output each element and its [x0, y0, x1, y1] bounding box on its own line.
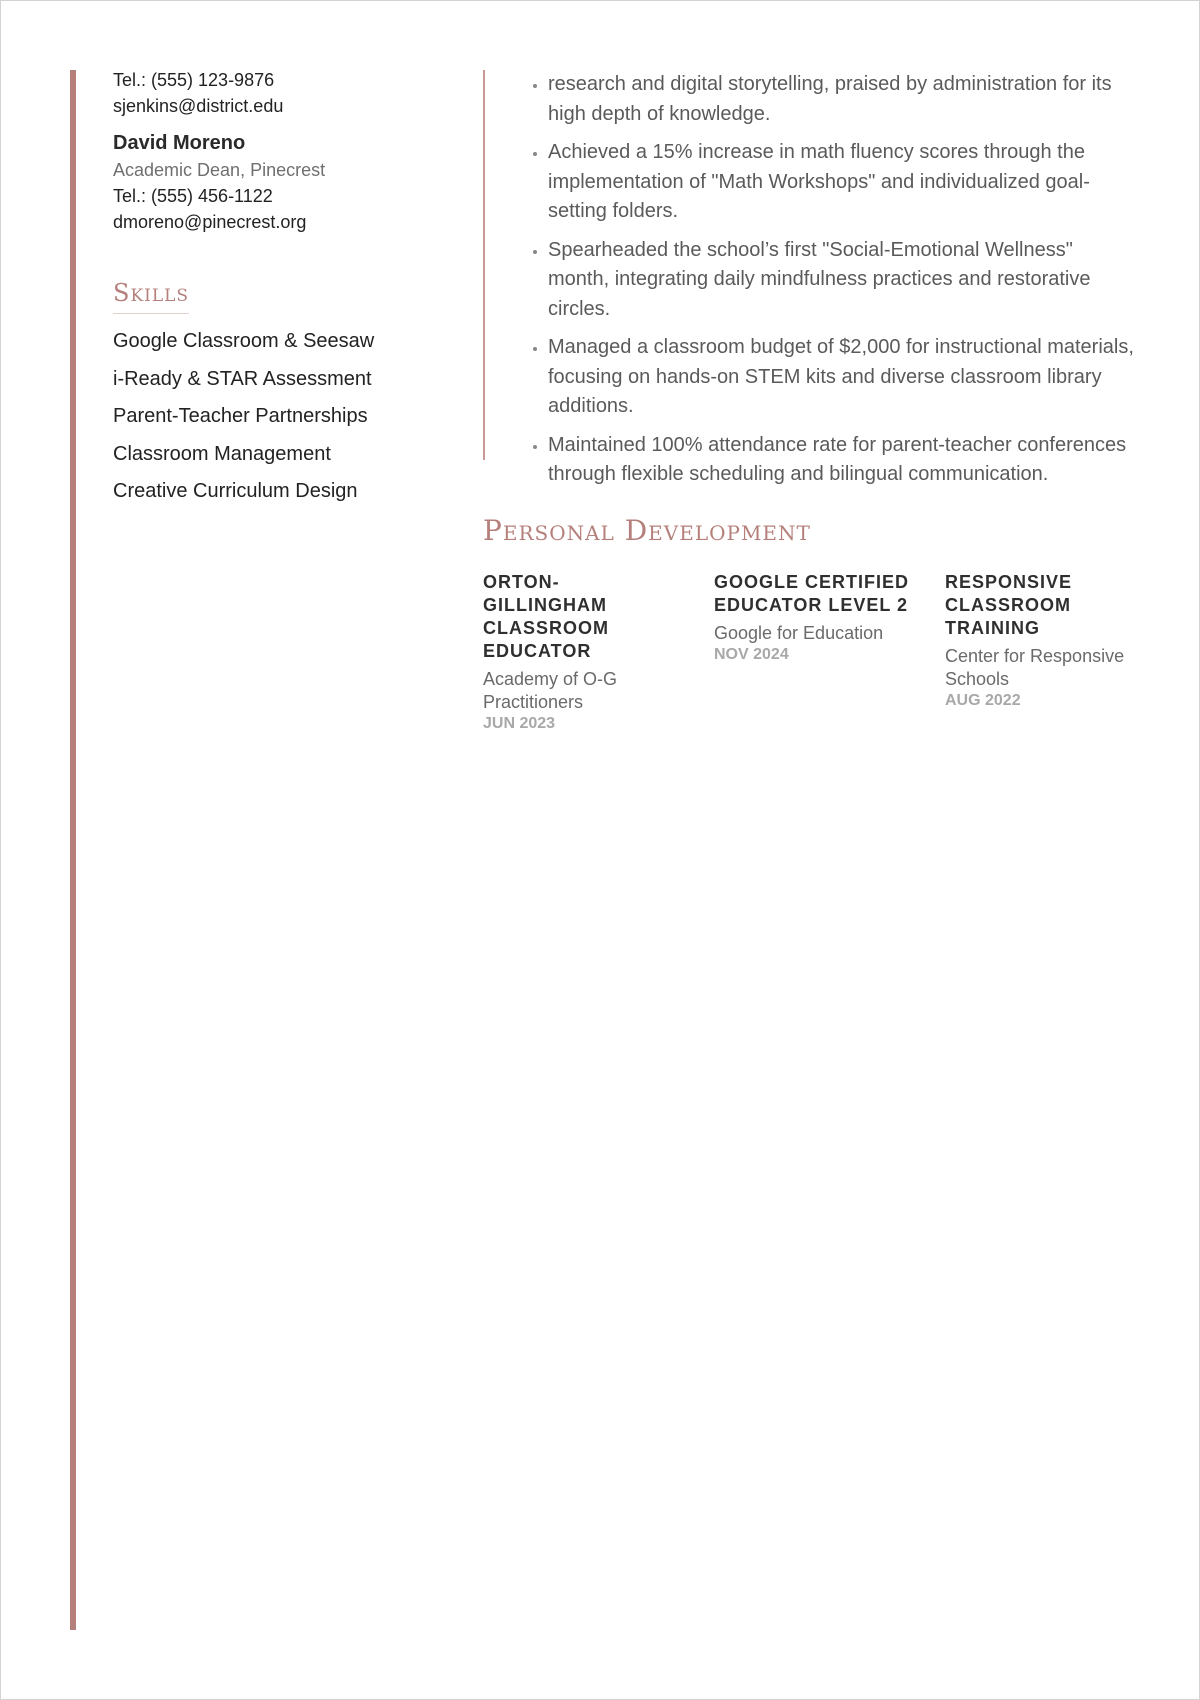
- skill-item: i-Ready & STAR Assessment: [113, 367, 372, 390]
- reference-email: dmoreno@pinecrest.org: [113, 212, 307, 232]
- experience-bullet: • Spearheaded the school’s first "Social-Emotional Wellness" month, integrating daily mindfulness practices and restorative circles.: [548, 236, 1138, 325]
- reference-2: [113, 129, 453, 235]
- certification-org: Center for Responsive Schools: [945, 646, 1125, 689]
- experience-bullet: • Managed a classroom budget of $2,000 for instructional materials, focusing on hands-on STEM kits and diverse classroom library additions.: [548, 333, 1138, 422]
- experience-bullet: • research and digital storytelling, praised by administration for its high depth of knowledge.: [548, 70, 1138, 129]
- experience-bullets: [523, 70, 1138, 499]
- reference-email: sjenkins@district.edu: [113, 96, 284, 116]
- reference-title: Academic Dean, Pinecrest: [113, 160, 326, 180]
- skill-item: Classroom Management: [113, 442, 331, 465]
- experience-bullet: • Achieved a 15% increase in math fluency scores through the implementation of "Math Workshops" and individualized goal-setting folders.: [548, 138, 1138, 227]
- certification-title: ORTON-GILLINGHAM CLASSROOM EDUCATOR: [483, 572, 609, 661]
- reference-phone: Tel.: (555) 123-9876: [113, 70, 275, 90]
- skill-item: Google Classroom & Seesaw: [113, 330, 375, 352]
- certification-date: NOV 2024: [714, 646, 789, 663]
- skills-heading: Skills: [113, 279, 189, 314]
- experience-bullet: • Maintained 100% attendance rate for parent-teacher conferences through flexible scheduling and bilingual communication.: [548, 431, 1138, 490]
- certification-item: [483, 571, 683, 734]
- personal-development-heading: Personal Development: [483, 514, 811, 547]
- reference-phone: Tel.: (555) 456-1122: [113, 186, 273, 206]
- reference-1: [113, 67, 453, 119]
- certification-org: Academy of O-G Practitioners: [483, 669, 618, 712]
- certification-org: Google for Education: [714, 623, 884, 643]
- certification-date: AUG 2022: [945, 692, 1021, 709]
- reference-name: David Moreno: [113, 132, 246, 154]
- experience-block: [483, 70, 1134, 485]
- certification-item: [714, 571, 914, 665]
- skill-item: Creative Curriculum Design: [113, 480, 358, 502]
- certification-title: GOOGLE CERTIFIED EDUCATOR LEVEL 2: [714, 572, 910, 615]
- skill-item: Parent-Teacher Partnerships: [113, 405, 368, 427]
- accent-rule: [70, 70, 76, 1630]
- certification-title: RESPONSIVE CLASSROOM TRAINING: [945, 572, 1073, 638]
- skills-list: [113, 328, 453, 504]
- certification-date: JUN 2023: [483, 715, 556, 732]
- certification-item: [945, 571, 1145, 711]
- left-column: [113, 67, 453, 516]
